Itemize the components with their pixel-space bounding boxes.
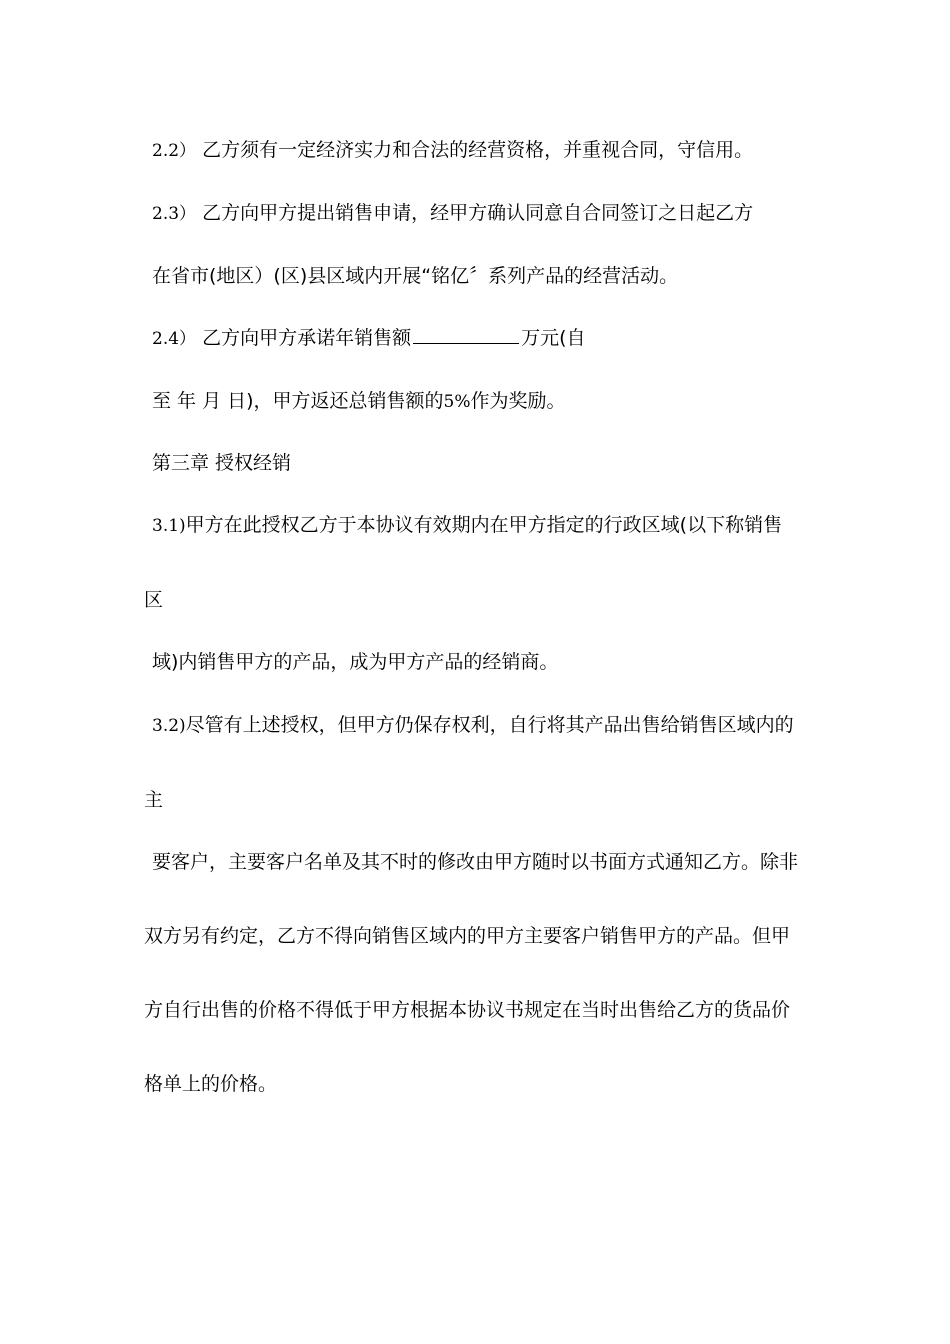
clause-2-3-continued: [152, 264, 678, 288]
clause-number: 2.2）: [152, 141, 197, 161]
clause-3-2: [152, 713, 794, 738]
clause-text: 尽管有上述授权，但甲方仍保存权利，自行将其产品出售给销售区域内的: [185, 714, 794, 736]
clause-3-2-continued: [144, 998, 790, 1022]
fill-in-blank-sales-amount: [413, 342, 519, 344]
clause-text: 万元(自: [521, 327, 586, 349]
clause-number: 3.1): [152, 516, 186, 536]
clause-text: 域)内销售甲方的产品，成为甲方产品的经销商。: [152, 651, 559, 673]
clause-3-1: [152, 513, 782, 538]
clause-text: 至 年 月 日)，甲方返还总销售额的: [152, 390, 444, 412]
clause-3-2-continued: [144, 1072, 277, 1096]
clause-2-4: [152, 326, 586, 351]
chapter-heading: [152, 451, 291, 475]
clause-2-4-continued: [152, 389, 566, 414]
clause-2-2: [152, 138, 753, 163]
clause-text: 主: [144, 789, 164, 811]
clause-text: 双方另有约定，乙方不得向销售区域内的甲方主要客户销售甲方的产品。但甲: [144, 925, 791, 947]
clause-number: 3.2): [152, 716, 186, 736]
clause-3-1-wrap: [144, 588, 163, 612]
clause-text: 乙方向甲方承诺年销售额: [202, 327, 412, 349]
clause-text: 作为奖励。: [470, 390, 566, 412]
clause-2-3: [152, 201, 753, 226]
chapter-title: 第三章 授权经销: [152, 452, 292, 474]
clause-number: 2.3）: [152, 204, 197, 224]
reward-percent: 5%: [443, 392, 471, 412]
clause-text: 在省市(地区）(区)县区域内开展“铭亿〞系列产品的经营活动。: [152, 265, 679, 287]
clause-text: 方自行出售的价格不得低于甲方根据本协议书规定在当时出售给乙方的货品价: [144, 999, 791, 1021]
clause-3-2-continued: [144, 924, 790, 948]
clause-number: 2.4）: [152, 329, 197, 349]
clause-text: 甲方在此授权乙方于本协议有效期内在甲方指定的行政区域(以下称销售: [185, 514, 783, 536]
clause-3-2-continued: [152, 850, 798, 874]
clause-text: 乙方向甲方提出销售申请，经甲方确认同意自合同签订之日起乙方: [202, 202, 754, 224]
clause-text: 要客户，主要客户名单及其不时的修改由甲方随时以书面方式通知乙方。除非: [152, 851, 799, 873]
clause-3-1-continued: [152, 650, 558, 674]
clause-text: 格单上的价格。: [144, 1073, 278, 1095]
clause-3-2-wrap: [144, 788, 163, 812]
clause-text: 区: [144, 589, 164, 611]
clause-text: 乙方须有一定经济实力和合法的经营资格，并重视合同，守信用。: [202, 139, 754, 161]
